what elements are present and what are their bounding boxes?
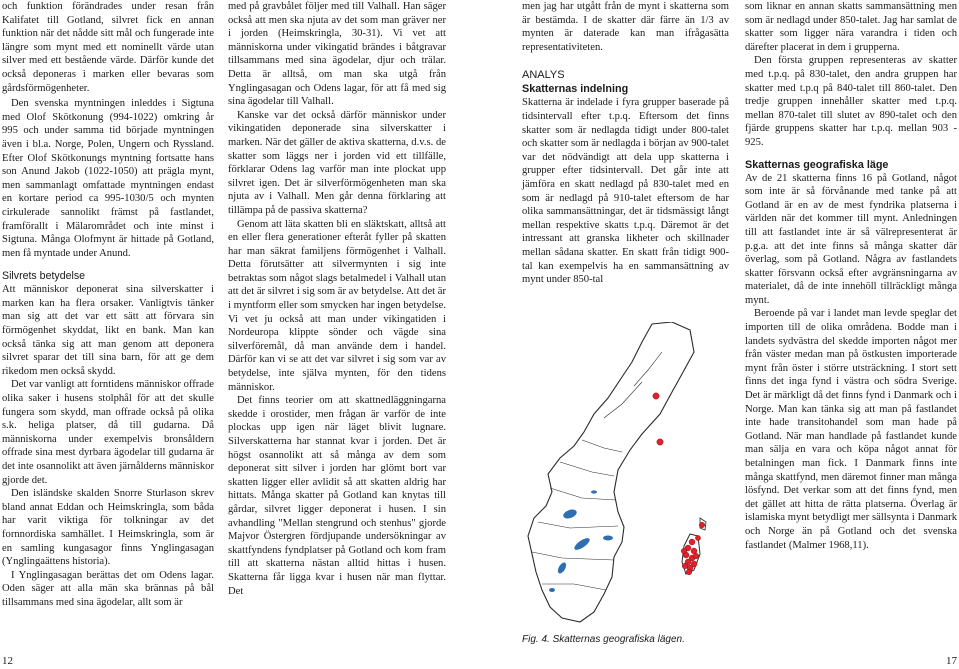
paragraph: Kanske var det också därför människor under vikingatiden deponerade sina silverskatter i marken. När det gäller de aktiva skatterna, d.v.s. de skatter som läggs ner i jorden vid ett tillfälle, förklarar Odens lag varför man inte plockat upp silvret igen. Det är silverförmögenheten man ska njuta av i Valhall. Men går denna förklaring att tillämpa på de passiva skatterna? [228,109,446,216]
figure-caption: Fig. 4. Skatternas geografiska lägen. [522,634,685,645]
section-heading-analys: ANALYS [522,69,565,82]
paragraph: Den första gruppen representeras av skatter med t.p.q. på 830-talet, den andra gruppen har skatter med t.p.q på 840-talet till 860-talet. Den tredje gruppen innehåller skatter med t.p.q. mellan 870-talet till slutet av 890-talet och den fjärde gruppens skatter har t.p.q. mellan 903 - 925. [745,55,957,148]
page-number-right: 17 [946,655,957,667]
column-4 [745,0,957,552]
paragraph: och funktion förändrades under resan från Kalifatet till Gotland, silvret fick en annan funktion när det nådde sitt mål och fungerade inte längre som mynt med ett nominellt värde utan silver med ett bestående värde. Därför kunde det också deponeras i marken eller bevaras som gårdsförmögenheter. [2,1,214,94]
subheading-skatternas-geografiska-lage: Skatternas geografiska läge [745,158,889,171]
paragraph: Den isländske skalden Snorre Sturlason skrev bland annat Eddan och Heimskringla, som båda har varit viktiga för tolkningar av det fornnordiska samhället. I Heimskringla, som är en samling kungasagor finns Ynglingasagan (Ynglingaättens historia). [2,488,214,568]
column-3 [522,0,729,287]
paragraph: Av de 21 skatterna finns 16 på Gotland, något som inte är så förvånande med tanke på att Gotland är en av de mest fyndrika platserna i världen när det kommer till mynt. Anledningen till att fastlandet inte är så välrepresenterat är p.g.a. att det inte finns så många skatter där överlag, som på Gotland. Några av fastlandets skatter försvann också efter avgränsningarna av materialet, då de inte innehöll tillräckligt många mynt. [745,172,957,306]
paragraph: Den svenska myntningen inleddes i Sigtuna med Olof Skötkonung (994-1022) omkring år 995 och under samma tid började myntningen även i bl.a. Norge, Polen, Ungern och Ryssland. Efter Olof Skötkonungs myntning fortsatte hans son Anund Jakob (1022-1050) att prägla mynt, men sammanlagt omfattade myntningen endast en kortare period ca 995-1030/5 och mynten cirkulerade sannolikt främst på fastlandet, framförallt i Mälarområdet och inte minst i Sigtuna. Många Olofmynt är hittade på Gotland, men få myntade under Anund. [2,98,214,259]
page-number-left: 12 [2,655,13,667]
column-2 [228,0,446,598]
paragraph: med på gravbålet följer med till Valhall. Han säger också att men ska njuta av det som man gräver ner i jorden (Heimskringla, 30-31). Vi vet att människorna under vikingatid brändes i båtgravar tillsammans med sina ägodelar, djur och trälar. Detta är alltså, om man ska utgå från Ynglingasagan och Odens lagar, för att få med sig sina ägodelar till Valhall. [228,1,446,108]
paragraph: Det finns teorier om att skattnedläggningarna skedde i orostider, men frågan är varför de inte plockas upp igen när läget blivit lugnare. Silverskatterna har stannat kvar i jorden. Det är högst osannolikt att så många av dem som deponerat sitt silver i jorden har glömt bort var skatten ligger eller avlidit så att skatten aldrig har hittats. Många skatter på Gotland kan knytas till gårdar, silvret ligger deponerat i husen. I sin avhandling "Mellan stengrund och stenhus" gjorde Majvor Östergren fördjupande undersökningar av skattfyndens fyndplatser på Gotland och kom fram till att skatterna nästan alltid hittas i husen. Skatterna får ligga kvar i husen när man flyttar. Det [228,395,446,597]
column-1 [2,0,214,610]
paragraph: Genom att läta skatten bli en släktskatt, alltså att en eller flera generationer efteråt fyller på skatten har man säkrat familjens förmögenhet i Valhall. Detta förutsätter att silvermynten i sig inte betraktas som något slags betalmedel i Valhall utan att det är silvret i sig som är av betydelse. Att det är i myntform eller som smycken har ingen betydelse. Vi vet ju också att man under vikingatiden i Nordeuropa klippte sönder och vägde sina silverföremål, då man använde dem i handel. Därför kan vi se att det var silvret i sig som var av betydelse, inte själva mynten, för den tidens människor. [228,218,446,393]
section-heading-silvrets-betydelse: Silvrets betydelse [2,270,86,283]
map-figure [522,322,737,624]
paragraph: I Ynglingasagan berättas det om Odens lagar. Oden säger att alla män ska brännas på bål tillsammans med sina ägodelar, allt som är [2,569,214,608]
paragraph: som liknar en annan skatts sammansättning men som är nedlagd under 850-talet. Jag har samlat de skatter som ligger nära varandra i tiden och därefter placerat in dem i grupperna. [745,1,957,53]
paragraph: Att människor deponerat sina silverskatter i marken kan ha flera orsaker. Vanligtvis tänker man sig att det var ett sätt att förvara sin förmögenhet skyddat, likt en bank. Man kan också tänka sig att man genom att deponera silvret sparar det till sina barn, för att ge dem rikedom men också skydd. [2,284,214,377]
paragraph: Beroende på var i landet man levde speglar det importen till de olika områdena. Bodde man i landets sydvästra del skedde importen något mer från väster medan man på östkusten importerade mynt från öster i större utsträckning. I stort sett finns det inga fynd i västra och södra Sverige. Det är märkligt då det finns fynd i Danmark och i Norge. Man kan tänka sig att man på fastlandet inte hade transitohandel som man hade på Gotland. När man handlade på fastlandet kunde man sälja en vara och köpa något annat för betalningen man fick. I Danmark finns inte många skattfynd, men däremot finner man många lösfynd. Det verkar som att det finns fynd, men det gället att hitta de rätta platserna. Överlag är islamiska mynt betydligt mer sällsynta i Danmark och Norge än på Gotland och det svenska fastlandet (Malmer 1968,11). [745,308,957,551]
paragraph: Det var vanligt att forntidens människor offrade olika saker i husens stolphål för att det skulle fungera som skydd, man offrade också på olika s.k. heliga platser, då till gudarna. Då människorna under exempelvis bronsåldern offrade sina mest dyrbara ägodelar till gudarna är det inte osannolikt att även järnålderns människor gjorde det. [2,379,214,486]
subheading-skatternas-indelning: Skatternas indelning [522,83,629,96]
paragraph: men jag har utgått från de mynt i skatterna som är bestämda. I de skatter där färre än 1/3 av mynten är daterade kan man ifrågasätta representativiteten. [522,1,729,53]
paragraph: Skatterna är indelade i fyra grupper baserade på tidsintervall efter t.p.q. Eftersom det finns skatter som är nedlagda tidigt under 800-talet och skatter som är nedlagda i början av 900-talet var det nödvändigt att dela upp skatterna i grupper efter tidsintervall. Det går inte att jämföra en skatt nedlagd på 830-talet med en som är nedlagd på 910-talet eftersom de har olika sammansättningar, det är tidsmässigt långt mellan respektive skatts t.p.q. Däremot är det intressant att granska likheter och skillnader mellan sådana skatter. En skatt från tidigt 900-tal kan exempelvis ha en sammansättning av mynt under 850-tal [522,97,729,286]
